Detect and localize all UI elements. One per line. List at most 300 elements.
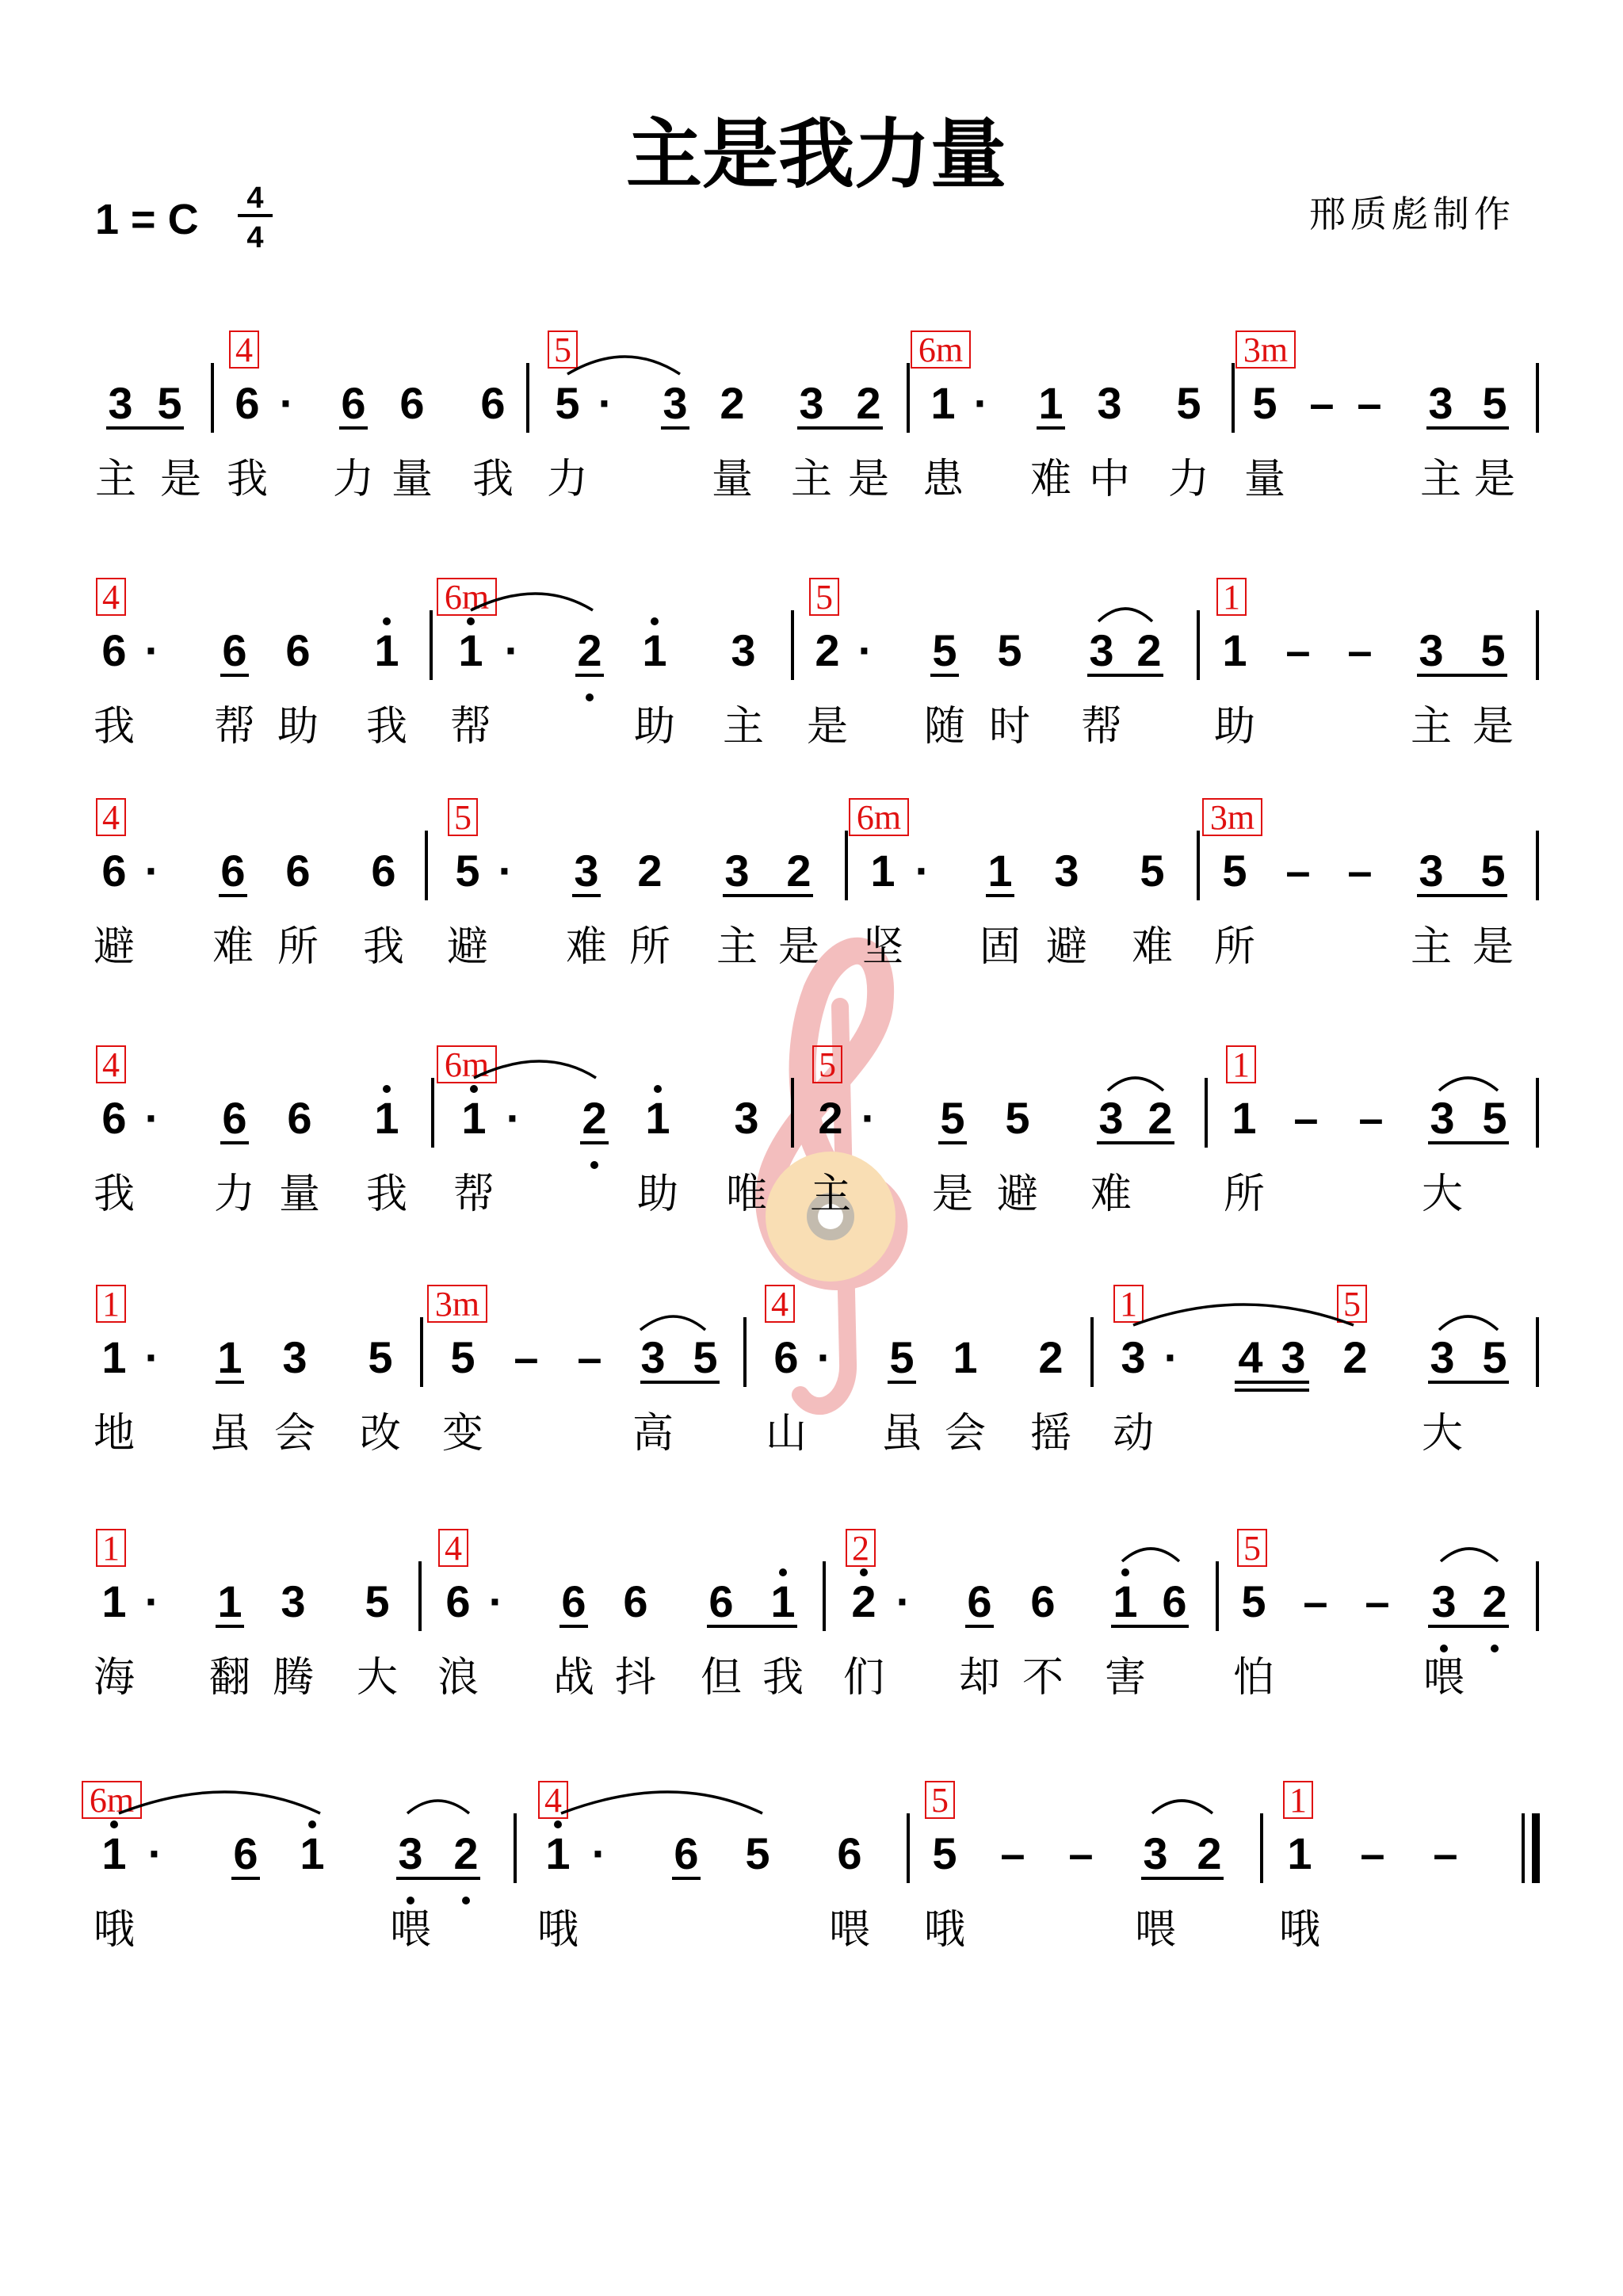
lyric: 所 [628, 923, 671, 971]
lyric: 力 [213, 1171, 256, 1218]
note: 2 [856, 378, 881, 428]
lyric: 摇 [1029, 1410, 1072, 1457]
lyric: 变 [441, 1410, 484, 1457]
lyric: 量 [711, 456, 754, 503]
note: – [1293, 1093, 1319, 1143]
svg-text:6m: 6m [856, 798, 902, 837]
chord-marker [1338, 1285, 1366, 1324]
note: 5 [1222, 846, 1247, 896]
note: 2 [1136, 625, 1162, 675]
note: 2 [815, 625, 840, 675]
svg-text:3m: 3m [1243, 330, 1289, 369]
note: 5 [555, 378, 580, 428]
note: 5 [932, 1828, 957, 1878]
lyric: 会 [273, 1410, 316, 1457]
svg-text:5: 5 [1243, 1529, 1261, 1568]
note: 6 [561, 1576, 586, 1626]
note: 5 [932, 625, 957, 675]
lyric: 虽 [208, 1410, 251, 1457]
chord-marker [1203, 798, 1262, 837]
note: · [857, 625, 873, 675]
score-row-3 [94, 798, 1537, 971]
note: 2 [818, 1093, 843, 1143]
lyric: 帮 [449, 703, 492, 751]
note: – [1360, 1828, 1385, 1878]
lyric: 量 [278, 1171, 321, 1218]
chord-marker [810, 578, 838, 617]
note: · [147, 1828, 163, 1878]
note: · [498, 846, 514, 896]
note: 1 [987, 846, 1013, 896]
octave-dots [110, 1820, 562, 1904]
chord-marker [439, 1529, 468, 1568]
note: 1 [1038, 378, 1064, 428]
note: 1 [870, 846, 896, 896]
lyric: 主 [716, 923, 758, 971]
note: 3 [1054, 846, 1079, 896]
note: 2 [453, 1828, 479, 1878]
note: 3 [1428, 378, 1453, 428]
note: 6 [101, 846, 127, 896]
note: 6 [222, 1093, 247, 1143]
lyric: 动 [1112, 1410, 1155, 1457]
note: · [144, 1576, 160, 1626]
note: 3 [663, 378, 688, 428]
chord-marker [1236, 330, 1295, 369]
lyric: 却 [958, 1654, 1001, 1702]
note: 3 [1430, 1093, 1455, 1143]
note: 6 [445, 1576, 471, 1626]
lyric: 是 [777, 923, 820, 971]
note: 6 [371, 846, 396, 896]
chord-marker [850, 798, 908, 837]
lyric: 虽 [880, 1410, 923, 1457]
lyric: 战 [552, 1654, 595, 1702]
note: · [144, 625, 160, 675]
note: · [144, 846, 160, 896]
note: · [279, 378, 295, 428]
note: – [1433, 1828, 1458, 1878]
note: 1 [1232, 1093, 1257, 1143]
note: 1 [642, 625, 667, 675]
svg-text:4: 4 [544, 1781, 562, 1820]
note: · [915, 846, 930, 896]
note: 3 [282, 1332, 307, 1382]
note: 5 [997, 625, 1022, 675]
note: – [1358, 1093, 1384, 1143]
lyric: 力 [332, 456, 375, 503]
chord-marker [766, 1285, 794, 1324]
note: 5 [1480, 625, 1506, 675]
lyric: 避 [996, 1171, 1039, 1218]
note: 6 [480, 378, 506, 428]
note: – [577, 1332, 602, 1382]
lyric: 我 [762, 1654, 804, 1702]
note: 1 [1287, 1828, 1312, 1878]
lyric: 力 [1167, 456, 1210, 503]
lyric: 唯 [725, 1171, 768, 1218]
lyric: 高 [632, 1410, 674, 1457]
note: – [1000, 1828, 1025, 1878]
lyric: 大 [1421, 1171, 1464, 1218]
note: 6 [101, 1093, 127, 1143]
note: 5 [1480, 846, 1506, 896]
note: 2 [637, 846, 663, 896]
note: 3 [281, 1576, 306, 1626]
lyric: 避 [1045, 923, 1088, 971]
note: 1 [101, 1332, 127, 1382]
note: 3 [1419, 846, 1444, 896]
note: 2 [1148, 1093, 1173, 1143]
chord-marker [1238, 1529, 1266, 1568]
note: · [506, 1093, 521, 1143]
lyric: 帮 [213, 703, 256, 751]
note: 6 [837, 1828, 862, 1878]
chord-marker [1217, 578, 1246, 617]
note: 3 [1121, 1332, 1146, 1382]
note: 1 [770, 1576, 796, 1626]
lyric: 我 [472, 456, 514, 503]
note: 5 [455, 846, 480, 896]
lyric: 所 [1223, 1171, 1266, 1218]
lyric: 主 [722, 703, 765, 751]
svg-text:5: 5 [819, 1045, 836, 1084]
svg-text:1: 1 [1289, 1781, 1307, 1820]
lyric: 主 [790, 456, 833, 503]
note: 5 [1176, 378, 1201, 428]
note: 2 [1038, 1332, 1064, 1382]
tie-slurs [471, 594, 1152, 621]
note: 3 [724, 846, 750, 896]
lyric: 助 [636, 1171, 679, 1218]
note: 1 [374, 1093, 399, 1143]
note: · [144, 1332, 160, 1382]
chord-marker [846, 1529, 875, 1568]
note: 1 [101, 1576, 127, 1626]
note: – [1357, 378, 1382, 428]
note: · [973, 378, 989, 428]
chord-marker [97, 1045, 125, 1084]
note: 5 [1482, 378, 1507, 428]
lyric: 难 [1131, 923, 1174, 971]
svg-text:4: 4 [102, 1045, 120, 1084]
svg-text:5: 5 [931, 1781, 949, 1820]
chord-marker [1284, 1781, 1312, 1820]
note: 6 [285, 625, 311, 675]
note: 6 [708, 1576, 734, 1626]
note: 5 [889, 1332, 915, 1382]
chord-marker [437, 578, 496, 617]
note: 2 [1482, 1576, 1507, 1626]
note: 3 [731, 625, 756, 675]
chord-marker [97, 578, 125, 617]
lyric: 患 [922, 456, 964, 503]
svg-text:3m: 3m [434, 1285, 480, 1324]
lyric: 帮 [453, 1171, 495, 1218]
lyric: 我 [226, 456, 269, 503]
tie-slurs [474, 1061, 1498, 1091]
lyric: 哦 [923, 1906, 966, 1954]
note: · [144, 1093, 160, 1143]
lyric: 是 [931, 1171, 974, 1218]
lyric: 们 [842, 1654, 885, 1702]
svg-text:6m: 6m [89, 1781, 135, 1820]
note: · [816, 1332, 832, 1382]
lyric: 喂 [1134, 1906, 1177, 1954]
note: 1 [645, 1093, 670, 1143]
chord-marker [1114, 1285, 1143, 1324]
note: 2 [577, 625, 602, 675]
note: 3 [574, 846, 599, 896]
svg-text:5: 5 [1343, 1285, 1361, 1324]
svg-text:1: 1 [1232, 1045, 1250, 1084]
lyric: 是 [1472, 703, 1514, 751]
lyric: 是 [847, 456, 890, 503]
lyric: 害 [1104, 1654, 1147, 1702]
note: · [488, 1576, 504, 1626]
tie-slurs [1122, 1549, 1498, 1561]
svg-text:3m: 3m [1209, 798, 1255, 837]
lyric: 主 [809, 1171, 852, 1218]
chord-marker [911, 330, 970, 369]
lyric: 海 [93, 1654, 136, 1702]
note: 5 [1482, 1332, 1507, 1382]
chord-marker [230, 330, 258, 369]
octave-dots [383, 617, 659, 701]
lyric: 固 [979, 923, 1022, 971]
note: 6 [287, 1093, 312, 1143]
note: – [1068, 1828, 1094, 1878]
note: · [504, 625, 520, 675]
lyric: 我 [365, 1171, 408, 1218]
score-row-5 [94, 1285, 1537, 1457]
svg-text:1: 1 [102, 1529, 120, 1568]
note: 6 [773, 1332, 799, 1382]
chord-marker [97, 1285, 125, 1324]
note: · [598, 378, 613, 428]
lyric: 腾 [272, 1654, 315, 1702]
chord-marker [428, 1285, 487, 1324]
note: 5 [365, 1576, 390, 1626]
chord-marker [548, 330, 577, 369]
score-row-6 [94, 1529, 1537, 1702]
author-credit: 邢质彪制作 [1309, 193, 1515, 235]
tie-slurs [119, 1792, 1212, 1813]
note: 5 [157, 378, 182, 428]
lyric: 大 [356, 1654, 399, 1702]
lyric: 主 [94, 456, 137, 503]
note: 3 [1431, 1576, 1457, 1626]
lyric: 中 [1088, 456, 1131, 503]
svg-text:1: 1 [1120, 1285, 1137, 1324]
chord-marker [449, 798, 477, 837]
lyric: 喂 [1423, 1654, 1465, 1702]
lyric: 喂 [828, 1906, 871, 1954]
chord-marker [82, 1781, 141, 1820]
note: 3 [1089, 625, 1114, 675]
lyric: 抖 [614, 1654, 657, 1702]
note: 5 [1140, 846, 1165, 896]
note: 6 [285, 846, 311, 896]
note: 6 [233, 1828, 258, 1878]
svg-text:1: 1 [1223, 578, 1240, 617]
note: 6 [341, 378, 366, 428]
svg-text:1: 1 [102, 1285, 120, 1324]
svg-text:5: 5 [454, 798, 472, 837]
note: 3 [1097, 378, 1122, 428]
lyric: 哦 [537, 1906, 579, 1954]
note: – [1285, 846, 1311, 896]
note: 3 [1098, 1093, 1124, 1143]
lyric: 难 [1090, 1171, 1132, 1218]
note: 3 [1419, 625, 1444, 675]
lyric: 改 [359, 1410, 402, 1457]
svg-text:6m: 6m [444, 578, 490, 617]
note: 6 [674, 1828, 699, 1878]
note: 3 [1281, 1332, 1306, 1382]
lyric: 助 [1213, 703, 1256, 751]
lyric: 随 [923, 703, 966, 751]
time-signature-bottom: 4 [246, 221, 264, 254]
svg-text:4: 4 [235, 330, 253, 369]
note: 5 [1482, 1093, 1507, 1143]
note: 3 [1143, 1828, 1168, 1878]
octave-dots [779, 1568, 1499, 1652]
lyric: 怕 [1232, 1654, 1275, 1702]
note: 5 [1252, 378, 1277, 428]
lyric: 难 [1029, 456, 1072, 503]
lyric: 坚 [861, 923, 904, 971]
lyric: 主 [1419, 456, 1462, 503]
note: 6 [1162, 1576, 1187, 1626]
note: 2 [1342, 1332, 1368, 1382]
lyric: 哦 [93, 1906, 136, 1954]
note: · [896, 1576, 911, 1626]
note: · [591, 1828, 607, 1878]
time-signature-top: 4 [246, 181, 264, 215]
note: 1 [1113, 1576, 1138, 1626]
chord-marker [1227, 1045, 1255, 1084]
note: 5 [450, 1332, 475, 1382]
lyric: 难 [212, 923, 254, 971]
note: 6 [235, 378, 260, 428]
song-title: 主是我力量 [626, 109, 1006, 199]
lyric: 地 [93, 1410, 136, 1457]
chord-marker [926, 1781, 954, 1820]
note: 1 [458, 625, 483, 675]
svg-text:4: 4 [771, 1285, 789, 1324]
lyric: 山 [765, 1410, 808, 1457]
note: 2 [1197, 1828, 1222, 1878]
note: 5 [940, 1093, 965, 1143]
lyric: 大 [1421, 1410, 1464, 1457]
lyric: 难 [565, 923, 608, 971]
note: 1 [101, 1828, 127, 1878]
note: – [1309, 378, 1335, 428]
svg-text:6m: 6m [918, 330, 964, 369]
note: 6 [101, 625, 127, 675]
lyric: 哦 [1278, 1906, 1321, 1954]
note: · [1163, 1332, 1179, 1382]
note: 1 [461, 1093, 487, 1143]
svg-text:4: 4 [102, 578, 120, 617]
chord-marker [97, 1529, 125, 1568]
note: 1 [545, 1828, 571, 1878]
score-row-1 [95, 330, 1537, 503]
key-signature: 1 = C [95, 196, 199, 243]
note: 2 [786, 846, 812, 896]
lyric: 力 [546, 456, 589, 503]
lyric: 量 [1243, 456, 1286, 503]
lyric: 我 [362, 923, 405, 971]
lyric: 会 [944, 1410, 987, 1457]
lyric: 我 [93, 703, 136, 751]
note: 1 [217, 1332, 242, 1382]
note: – [514, 1332, 539, 1382]
note: 1 [1222, 625, 1247, 675]
svg-text:4: 4 [102, 798, 120, 837]
note: – [1303, 1576, 1328, 1626]
note: 1 [930, 378, 956, 428]
underlines [216, 1382, 1509, 1390]
lyric: 避 [93, 923, 136, 971]
lyric: 时 [988, 703, 1031, 751]
svg-text:6m: 6m [444, 1045, 490, 1084]
lyric: 是 [1472, 923, 1514, 971]
svg-text:5: 5 [815, 578, 833, 617]
lyric: 是 [806, 703, 849, 751]
score-row-2 [94, 578, 1537, 751]
lyric: 主 [1410, 923, 1453, 971]
note: – [1347, 846, 1373, 896]
note: 1 [953, 1332, 978, 1382]
lyric: 主 [1410, 703, 1453, 751]
note: · [861, 1093, 876, 1143]
note: 2 [851, 1576, 876, 1626]
note: 6 [1030, 1576, 1056, 1626]
note: 6 [623, 1576, 648, 1626]
lyric: 不 [1022, 1654, 1064, 1702]
lyric: 但 [700, 1654, 743, 1702]
lyric: 是 [159, 456, 202, 503]
note: 1 [374, 625, 399, 675]
lyric: 我 [365, 703, 408, 751]
note: 5 [693, 1332, 718, 1382]
lyric: 助 [277, 703, 319, 751]
note: 3 [398, 1828, 423, 1878]
note: 3 [734, 1093, 759, 1143]
lyric: 是 [1473, 456, 1516, 503]
tie-slurs [640, 1305, 1498, 1330]
svg-text:2: 2 [852, 1529, 869, 1568]
score-row-7 [82, 1781, 1536, 1954]
note: 1 [217, 1576, 242, 1626]
note: – [1347, 625, 1373, 675]
svg-text:4: 4 [445, 1529, 462, 1568]
note: 6 [399, 378, 425, 428]
lyric: 所 [1213, 923, 1256, 971]
lyric: 我 [93, 1171, 136, 1218]
lyric: 避 [446, 923, 489, 971]
note: 5 [1241, 1576, 1266, 1626]
tie-slur [567, 357, 680, 374]
lyric: 浪 [437, 1654, 479, 1702]
note: 6 [222, 625, 247, 675]
lyric: 帮 [1080, 703, 1123, 751]
lyric: 喂 [389, 1906, 432, 1954]
note: 6 [220, 846, 246, 896]
lyric: 所 [277, 923, 319, 971]
